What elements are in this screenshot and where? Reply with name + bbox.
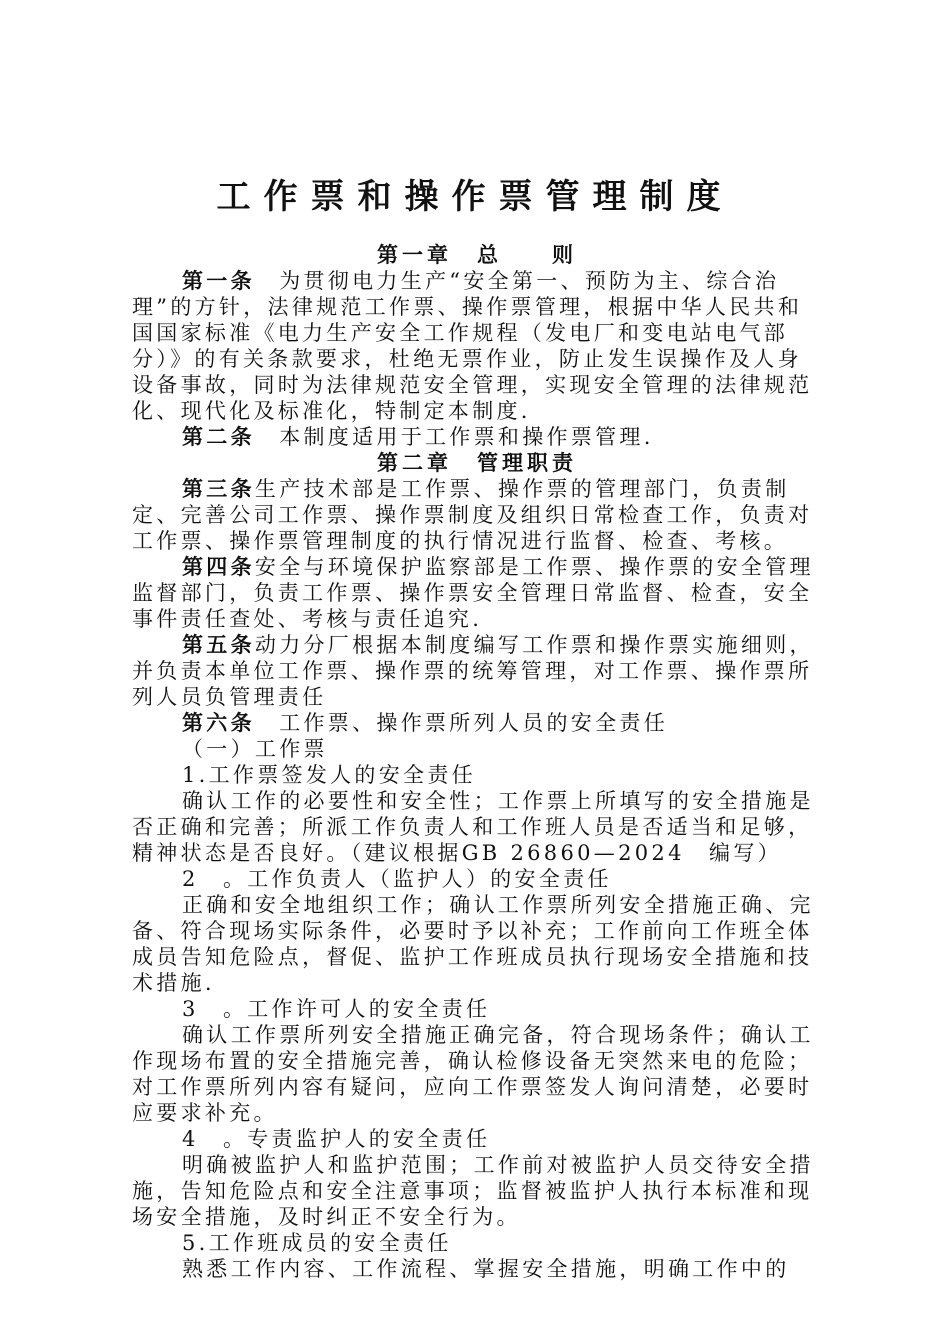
article-5 xyxy=(132,632,822,710)
item-5-text: 熟悉工作内容、工作流程、掌握安全措施，明确工作中的 xyxy=(182,1257,790,1281)
section-work-ticket-heading: （一）工作票 xyxy=(182,737,328,761)
article-6-text: 工作票、操作票所列人员的安全责任 xyxy=(254,711,669,735)
article-3-label: 第三条 xyxy=(182,477,255,501)
article-6-label: 第六条 xyxy=(182,711,255,735)
article-4-text: 安全与环境保护监察部是工作票、操作票的安全管理监督部门，负责工作票、操作票安全管理日常监督、检查，安全事件责任查处、考核与责任追究. xyxy=(132,555,814,631)
item-1-title: 1.工作票签发人的安全责任 xyxy=(182,763,476,787)
chapter-1-heading: 第一章 总 则 xyxy=(377,243,577,267)
article-2-label: 第二条 xyxy=(182,425,255,449)
article-4-label: 第四条 xyxy=(182,555,255,579)
item-2-text: 正确和安全地组织工作；确认工作票所列安全措施正确、完备、符合现场实际条件，必要时予以补充；工作前向工作班全体成员告知危险点，督促、监护工作班成员执行现场安全措施和技术措施. xyxy=(132,893,814,995)
article-6 xyxy=(132,710,822,736)
item-5-title: 5.工作班成员的安全责任 xyxy=(182,1231,452,1255)
item-3-text: 确认工作票所列安全措施正确完备，符合现场条件；确认工作现场布置的安全措施完善，确认检修设备无突然来电的危险；对工作票所列内容有疑问，应向工作票签发人询问清楚，必要时应要求补充。 xyxy=(132,1023,814,1125)
article-2 xyxy=(132,424,822,450)
item-4-text: 明确被监护人和监护范围；工作前对被监护人员交待安全措施，告知危险点和安全注意事项；监督被监护人执行本标准和现场安全措施，及时纠正不安全行为。 xyxy=(132,1153,814,1229)
document-body xyxy=(132,242,822,1282)
article-1-text: 为贯彻电力生产“安全第一、预防为主、综合治理”的方针，法律规范工作票、操作票管理，根据中华人民共和国国家标准《电力生产安全工作规程（发电厂和变电站电气部分）》的有关条款要求，杜绝无票作业，防止发生误操作及人身设备事故，同时为法律规范安全管理，实现安全管理的法律规范化、现代化及标准化，特制定本制度. xyxy=(132,269,813,423)
item-2-title: 2 。工作负责人（监护人）的安全责任 xyxy=(182,867,612,891)
chapter-2-heading: 第二章 管理职责 xyxy=(377,451,577,475)
article-5-label: 第五条 xyxy=(182,633,255,657)
article-1 xyxy=(132,268,822,424)
item-1-text: 确认工作的必要性和安全性；工作票上所填写的安全措施是否正确和完善；所派工作负责人和工作班人员是否适当和足够，精神状态是否良好。（建议根据GB 26860—2024 编写） xyxy=(132,789,814,865)
article-2-text: 本制度适用于工作票和操作票管理. xyxy=(254,425,654,449)
article-3-text: 生产技术部是工作票、操作票的管理部门，负责制定、完善公司工作票、操作票制度及组织日常检查工作，负责对工作票、操作票管理制度的执行情况进行监督、检查、考核。 xyxy=(132,477,813,553)
article-3 xyxy=(132,476,822,554)
article-1-label: 第一条 xyxy=(182,269,255,293)
article-5-text: 动力分厂根据本制度编写工作票和操作票实施细则，并负责本单位工作票、操作票的统筹管理，对工作票、操作票所列人员负管理责任 xyxy=(132,633,814,709)
item-4-title: 4 。专责监护人的安全责任 xyxy=(182,1127,491,1151)
article-4 xyxy=(132,554,822,632)
item-3-title: 3 。工作许可人的安全责任 xyxy=(182,997,491,1021)
document-title: 工作票和操作票管理制度 xyxy=(216,177,734,217)
